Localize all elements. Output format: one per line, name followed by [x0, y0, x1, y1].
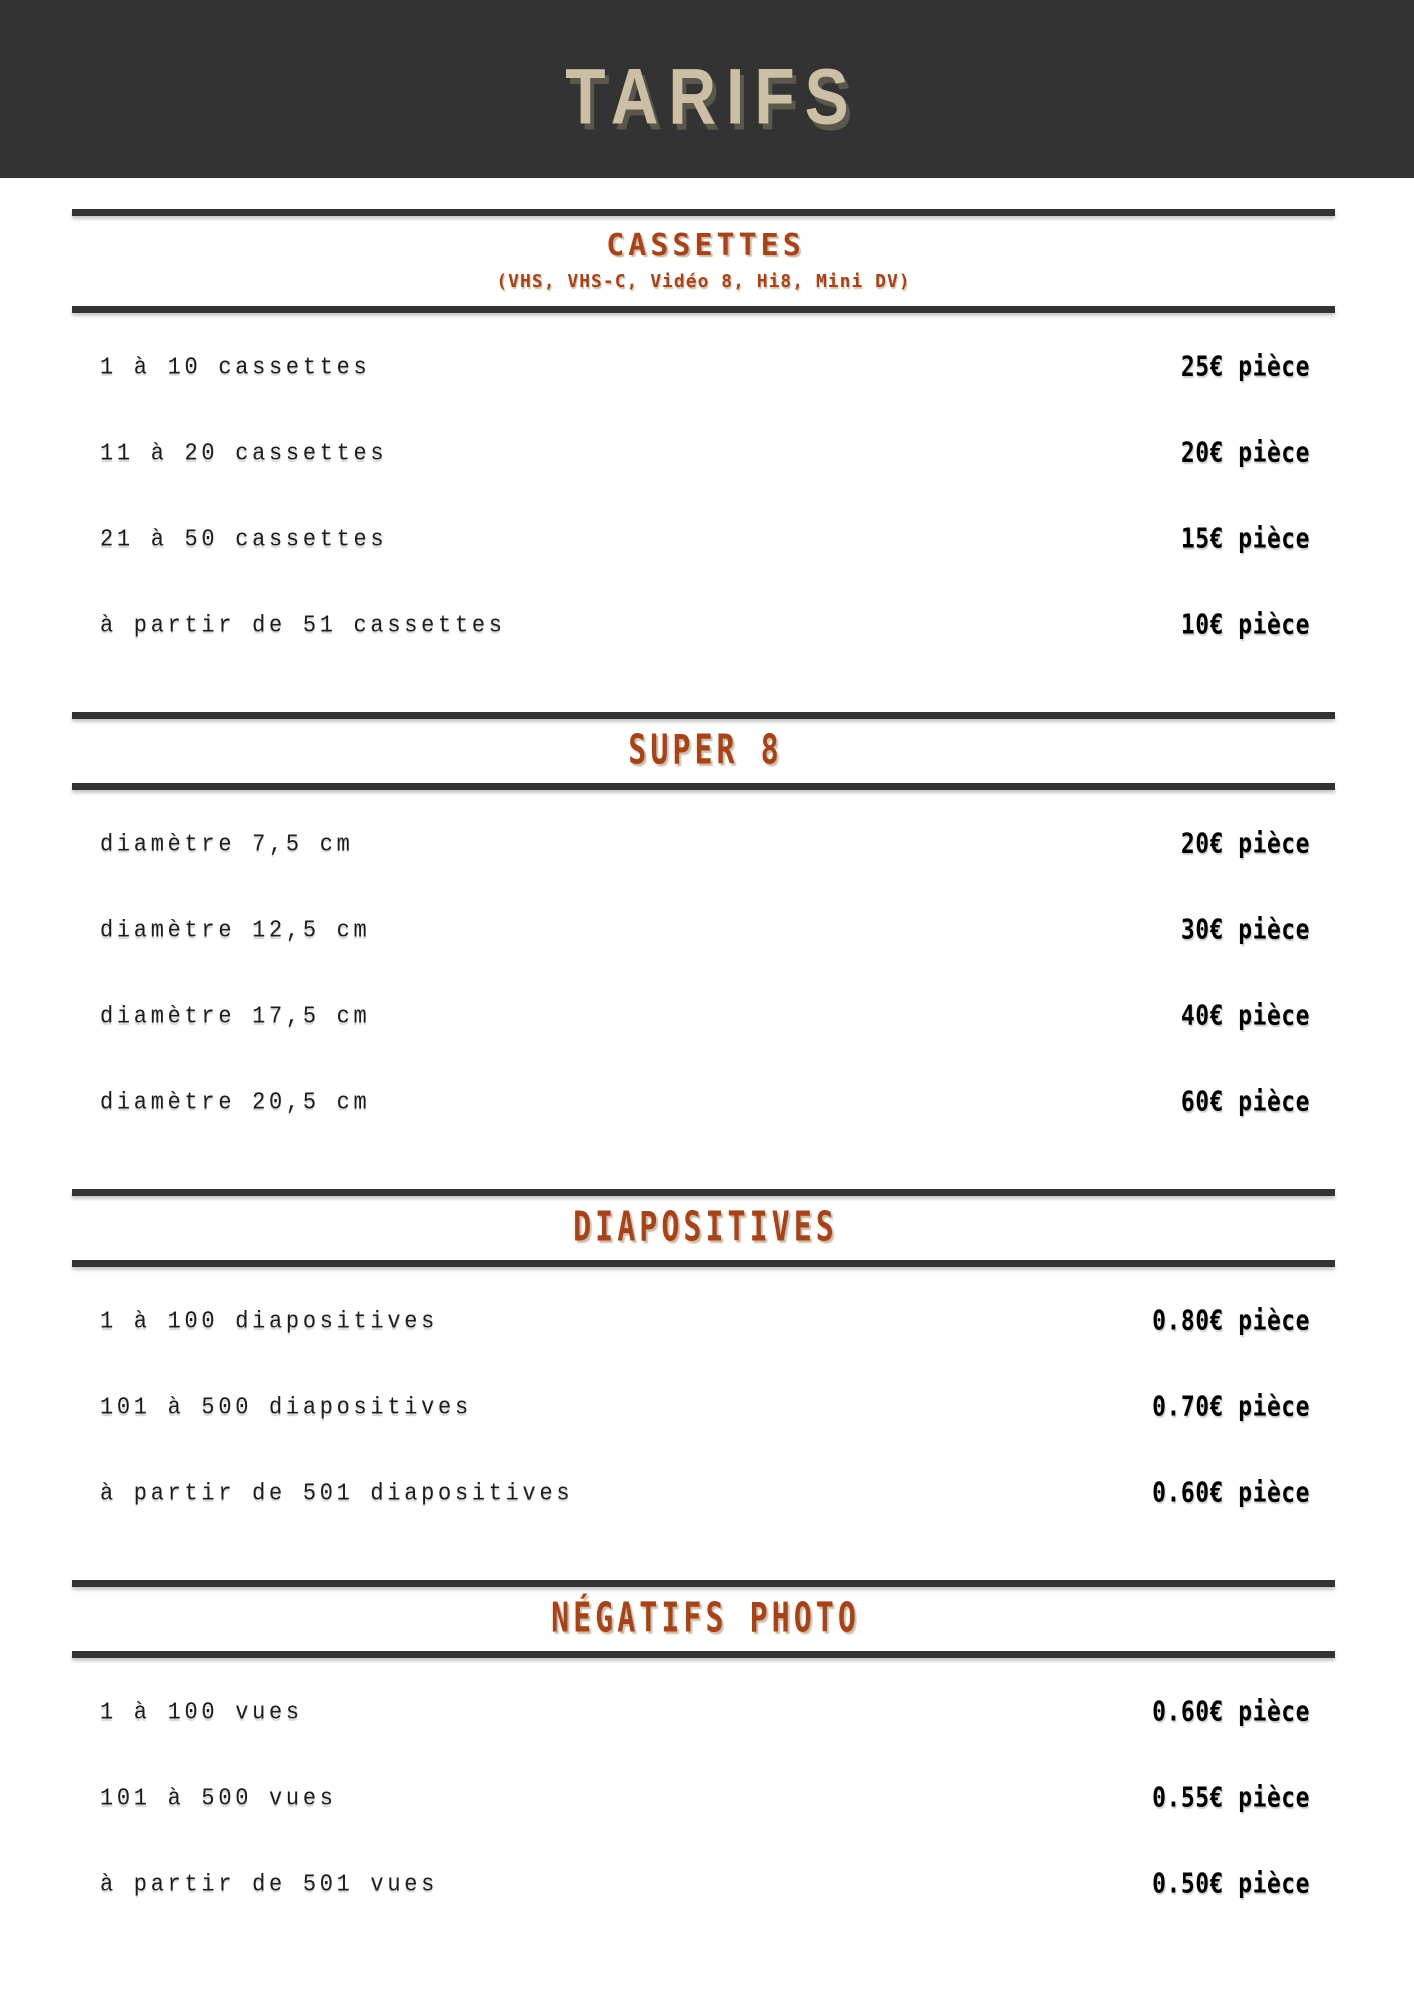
price-row	[72, 1841, 1335, 1927]
price-row	[72, 801, 1335, 887]
divider-line-bottom	[72, 1651, 1335, 1658]
divider-line-top	[72, 712, 1335, 719]
item-price: 0.60€ pièce	[1152, 1477, 1310, 1509]
price-row	[72, 1669, 1335, 1755]
item-price: 10€ pièce	[1180, 609, 1310, 641]
item-label: 21 à 50 cassettes	[100, 525, 388, 553]
item-price: 15€ pièce	[1180, 523, 1310, 555]
price-row	[72, 324, 1335, 410]
price-row	[72, 1364, 1335, 1450]
section-header	[72, 719, 1335, 783]
page-title: TARIFS	[565, 51, 859, 141]
section-negatifs-photo	[72, 1580, 1335, 1971]
item-price: 0.80€ pièce	[1152, 1305, 1310, 1337]
item-label: diamètre 12,5 cm	[100, 916, 371, 944]
divider-line-bottom	[72, 306, 1335, 313]
item-label: diamètre 20,5 cm	[100, 1088, 371, 1116]
item-label: 11 à 20 cassettes	[100, 439, 388, 467]
divider-line-top	[72, 209, 1335, 216]
item-price: 0.60€ pièce	[1152, 1696, 1310, 1728]
item-price: 20€ pièce	[1180, 828, 1310, 860]
price-row	[72, 1059, 1335, 1145]
item-label: 1 à 100 vues	[100, 1698, 303, 1726]
price-row	[72, 1755, 1335, 1841]
section-title: DIAPOSITIVES	[573, 1203, 838, 1252]
section-header	[72, 1196, 1335, 1260]
section-super-8	[72, 712, 1335, 1189]
section-rows	[72, 1658, 1335, 1971]
item-label: diamètre 17,5 cm	[100, 1002, 371, 1030]
section-header	[72, 1587, 1335, 1651]
item-label: 1 à 100 diapositives	[100, 1307, 439, 1335]
item-label: 101 à 500 diapositives	[100, 1393, 472, 1421]
item-price: 0.50€ pièce	[1152, 1868, 1310, 1900]
item-price: 30€ pièce	[1180, 914, 1310, 946]
price-row	[72, 410, 1335, 496]
section-subtitle: (VHS, VHS-C, Vidéo 8, Hi8, Mini DV)	[496, 271, 911, 292]
item-price: 0.55€ pièce	[1152, 1782, 1310, 1814]
price-row	[72, 887, 1335, 973]
section-title: NÉGATIFS PHOTO	[551, 1594, 860, 1643]
section-diapositives	[72, 1189, 1335, 1580]
section-title: CASSETTES	[606, 228, 805, 263]
section-header	[72, 216, 1335, 306]
section-rows	[72, 313, 1335, 712]
item-label: diamètre 7,5 cm	[100, 830, 354, 858]
price-row	[72, 1450, 1335, 1536]
divider-line-top	[72, 1580, 1335, 1587]
item-price: 60€ pièce	[1180, 1086, 1310, 1118]
item-label: à partir de 501 diapositives	[100, 1479, 574, 1507]
section-cassettes	[72, 209, 1335, 712]
item-label: à partir de 51 cassettes	[100, 611, 506, 639]
price-list	[72, 209, 1335, 1971]
price-row	[72, 496, 1335, 582]
section-rows	[72, 790, 1335, 1189]
item-label: à partir de 501 vues	[100, 1870, 439, 1898]
item-price: 0.70€ pièce	[1152, 1391, 1310, 1423]
item-price: 25€ pièce	[1180, 351, 1310, 383]
price-row	[72, 582, 1335, 668]
header-band	[0, 0, 1414, 178]
item-price: 20€ pièce	[1180, 437, 1310, 469]
item-label: 101 à 500 vues	[100, 1784, 337, 1812]
section-title: SUPER 8	[628, 726, 783, 775]
item-label: 1 à 10 cassettes	[100, 353, 371, 381]
section-rows	[72, 1267, 1335, 1580]
divider-line-top	[72, 1189, 1335, 1196]
price-row	[72, 1278, 1335, 1364]
item-price: 40€ pièce	[1180, 1000, 1310, 1032]
price-row	[72, 973, 1335, 1059]
divider-line-bottom	[72, 1260, 1335, 1267]
divider-line-bottom	[72, 783, 1335, 790]
